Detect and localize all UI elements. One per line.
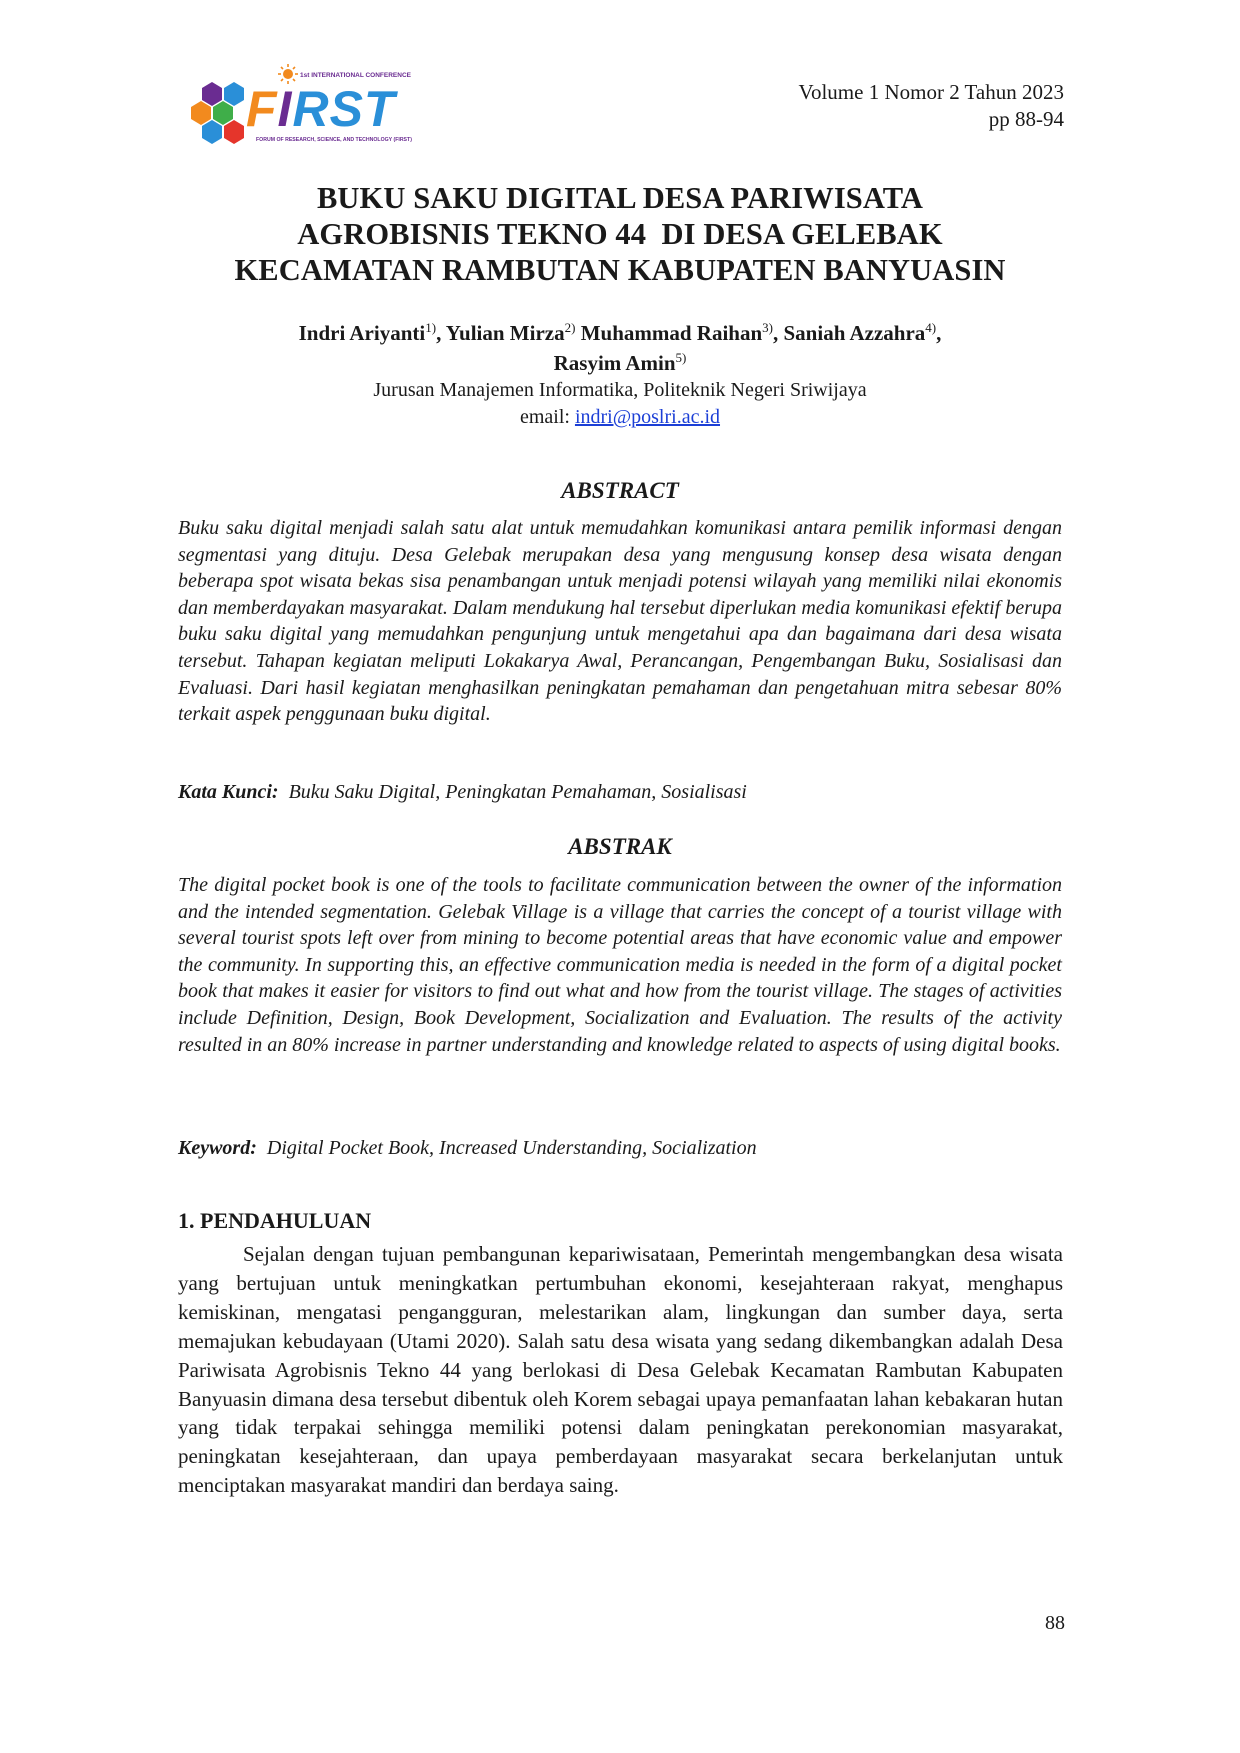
- keywords: Buku Saku Digital, Peningkatan Pemahaman, Sosialisasi: [288, 781, 747, 803]
- logo-wordmark: FIRST: [246, 81, 396, 137]
- abstrak-heading: ABSTRAK: [568, 834, 672, 859]
- author-affiliation-mark: 2): [564, 320, 576, 335]
- author-name: Rasyim Amin: [553, 351, 676, 375]
- journal-volume-info: [799, 79, 1065, 133]
- page-number: 88: [1045, 1612, 1065, 1634]
- abstract-text: Buku saku digital menjadi salah satu alat untuk memudahkan komunikasi antara pemilik informasi dengan segmentasi yang dituju. Desa Gelebak merupakan desa yang mengusung konsep desa wisata dengan beberapa spot wisata bekas sisa penambangan untuk menjadi potensi wilayah yang memiliki nilai ekonomis dan memberdayakan masyarakat. Dalam mendukung hal tersebut diperlukan media komunikasi efektif berupa buku saku digital yang memudahkan pengunjung untuk mengetahui apa dan bagaimana dari desa wisata tersebut. Tahapan kegiatan meliputi Lokakarya Awal, Perancangan, Pengembangan Buku, Sosialisasi dan Evaluasi. Dari hasil kegiatan menghasilkan peningkatan pemahaman dan pengetahuan mitra sebesar 80% terkait aspek penggunaan buku digital.: [178, 517, 1062, 726]
- section-paragraph: Sejalan dengan tujuan pembangunan kepariwisataan, Pemerintah mengembangkan desa wisata yang bertujuan untuk meningkatkan pertumbuhan ekonomi, kesejahteraan rakyat, menghapus kemiskinan, mengatasi pengangguran, melestarikan alam, lingkungan dan sumber daya, serta memajukan kebudayaan (Utami 2020). Salah satu desa wisata yang sedang dikembangkan adalah Desa Pariwisata Agrobisnis Tekno 44 yang berlokasi di Desa Gelebak Kecamatan Rambutan Kabupaten Banyuasin dimana desa tersebut dibentuk oleh Korem sebagai upaya pemanfaatan lahan kebakaran hutan yang tidak terpakai sehingga memiliki potensi dalam peningkatan perekonomian masyarakat, peningkatan kesejahteraan, dan upaya pemberdayaan masyarakat secara berkelanjutan untuk menciptakan masyarakat mandiri dan berdaya saing.: [178, 1242, 1063, 1498]
- title-line-1: BUKU SAKU DIGITAL DESA PARIWISATA: [316, 181, 924, 215]
- author-name: Indri Ariyanti: [298, 321, 426, 345]
- hexagon-cluster-icon: [191, 82, 244, 144]
- keyword-line: [178, 1137, 1062, 1160]
- author-name: Muhammad Raihan: [580, 321, 763, 345]
- author-affiliation-mark: 3): [762, 320, 773, 335]
- email-line: [140, 404, 1100, 431]
- author-list: Indri Ariyanti$^{1)}$, Yulian Mirza$^{2)}$ Muhammad Raihan$^{3)}$, Saniah Azzahra$^{4)}$, Rasyim Amin$^{5)}$: [298, 320, 942, 375]
- svg-text:FORUM OF RESEARCH, SCIENCE, AN: FORUM OF RESEARCH, SCIENCE, AND TECHNOLOGY (FIRST): [256, 137, 412, 143]
- email-link[interactable]: indri@poslri.ac.id: [574, 406, 721, 428]
- author-affiliation-mark: 1): [425, 320, 437, 335]
- section-heading: 1. PENDAHULUAN: [178, 1208, 372, 1233]
- paper-title: [140, 180, 1100, 288]
- abstract-heading: ABSTRACT: [561, 478, 679, 503]
- title-line-3: KECAMATAN RAMBUTAN KABUPATEN BANYUASIN: [234, 253, 1006, 287]
- abstrak-text: The digital pocket book is one of the tools to facilitate communication between the owner of the information and the intended segmentation. Gelebak Village is a village that carries the concept of a tourist village with several tourist spots left over from mining to become potential areas that have economic value and empower the community. In supporting this, an effective communication media is needed in the form of a digital pocket book that makes it easier for visitors to find out what and how from the tourist village. The stages of activities include Definition, Design, Book Development, Socialization and Evaluation. The results of the activity resulted in an 80% increase in partner understanding and knowledge related to aspects of using digital books.: [178, 874, 1062, 1056]
- author-name: Saniah Azzahra: [783, 321, 926, 345]
- svg-text:1st INTERNATIONAL CONFERENCE: 1st INTERNATIONAL CONFERENCE: [300, 72, 411, 79]
- keyword-label: Keyword:: [178, 1137, 257, 1159]
- author-affiliation-mark: 4): [925, 320, 937, 335]
- page-range: pp 88-94: [988, 107, 1064, 131]
- affiliation-block: [140, 377, 1100, 431]
- first-conference-logo: [186, 62, 416, 148]
- email-label: email:: [519, 406, 575, 428]
- title-line-2: AGROBISNIS TEKNO 44 DI DESA GELEBAK: [297, 217, 943, 251]
- keywords-line: [178, 781, 1062, 804]
- keyword-values: Digital Pocket Book, Increased Understanding, Socialization: [266, 1137, 757, 1159]
- volume-number: Volume 1 Nomor 2 Tahun 2023: [798, 80, 1064, 104]
- author-affiliation-mark: 5): [675, 350, 687, 365]
- author-name: Yulian Mirza: [445, 321, 565, 345]
- affiliation: Jurusan Manajemen Informatika, Politeknik Negeri Sriwijaya: [373, 379, 867, 401]
- keywords-label: Kata Kunci:: [178, 781, 279, 803]
